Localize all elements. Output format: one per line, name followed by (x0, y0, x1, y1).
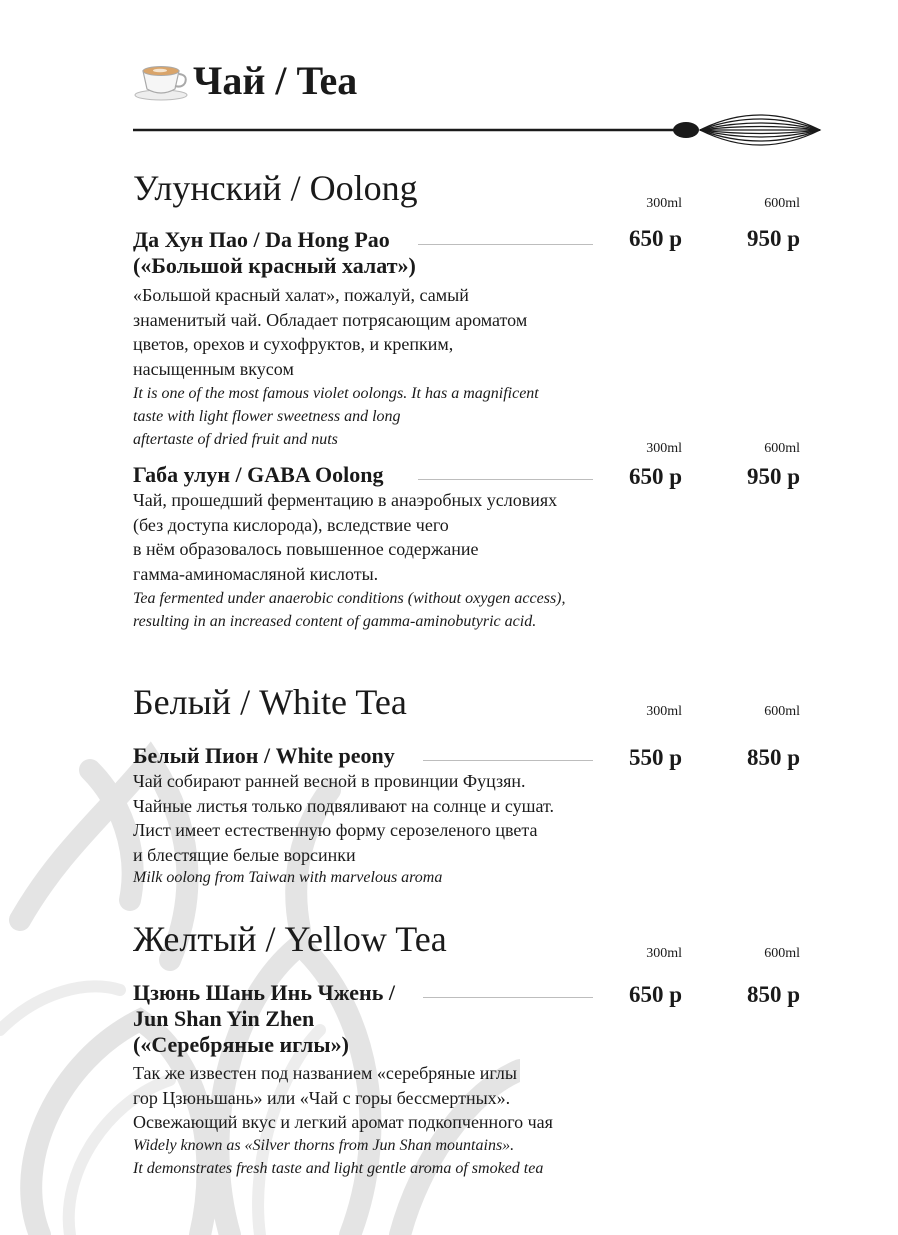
item-name: Цзюнь Шань Инь Чжень / (133, 980, 395, 1005)
item-description-ru: знаменитый чай. Обладает потрясающим ароматом (133, 309, 528, 330)
item-description-ru: и блестящие белые ворсинки (133, 844, 356, 865)
item-description-ru: гор Цзюньшань» или «Чай с горы бессмертных». (133, 1087, 511, 1108)
price-large: 850 р (746, 982, 800, 1007)
menu-item-white-peony (133, 743, 633, 890)
leader-line (423, 760, 593, 761)
item-subname: («Серебряные иглы») (133, 1032, 349, 1057)
item-description-en: Widely known as «Silver thorns from Jun Shan mountains». (133, 1136, 515, 1154)
item-description-ru: Чай, прошедший ферментацию в анаэробных условиях (133, 490, 558, 510)
page-title: Чай / Tea (193, 58, 358, 103)
item-description-ru: «Большой красный халат», пожалуй, самый (133, 285, 469, 305)
size-label-small: 300ml (646, 196, 682, 211)
price-large: 950 р (746, 464, 800, 489)
item-description-ru: насыщенным вкусом (133, 358, 294, 379)
item-description-ru: Лист имеет естественную форму серозеленого цвета (133, 820, 538, 841)
item-description-en: resulting in an increased content of gamma-aminobutyric acid. (133, 613, 537, 631)
section-title-oolong: Улунский / Oolong (133, 168, 418, 208)
menu-item-jun-shan-yin-zhen (133, 980, 633, 1180)
size-label-large: 600ml (764, 704, 800, 719)
leader-line (418, 244, 593, 245)
item-description-ru: (без доступа кислорода), вследствие чего (133, 514, 449, 535)
item-description-en: It demonstrates fresh taste and light gentle aroma of smoked tea (133, 1159, 544, 1177)
item-description-ru: Чай собирают ранней весной в провинции Фуцзян. (133, 771, 526, 791)
price-large: 950 р (746, 226, 800, 251)
item-name: Габа улун / GABA Oolong (133, 462, 384, 487)
item-description-ru: Так же известен под названием «серебряные иглы (133, 1063, 517, 1083)
price-small: 650 р (628, 464, 682, 489)
item-description-en: It is one of the most famous violet oolongs. It has a magnificent (133, 385, 539, 403)
price-small: 650 р (628, 982, 682, 1007)
item-description-ru: Чайные листья только подвяливают на солнце и сушат. (133, 795, 555, 816)
size-label-large: 600ml (764, 441, 800, 456)
item-description-en: taste with light flower sweetness and long (133, 408, 401, 426)
menu-item-gaba-oolong (133, 462, 633, 634)
item-description-ru: Освежающий вкус и легкий аромат подкопченного чая (133, 1112, 553, 1133)
size-label-small: 300ml (646, 946, 682, 961)
item-description-ru: гамма-аминомасляной кислоты. (133, 563, 379, 584)
item-description-en: Milk oolong from Taiwan with marvelous aroma (133, 869, 443, 887)
teacup-icon (133, 57, 189, 101)
size-label-small: 300ml (646, 441, 682, 456)
leader-line (423, 997, 593, 998)
item-name: Белый Пион / White peony (133, 743, 395, 768)
size-label-small: 300ml (646, 704, 682, 719)
leader-line (418, 479, 593, 480)
item-description-en: Tea fermented under anaerobic conditions (without oxygen access), (133, 590, 566, 608)
price-small: 550 р (628, 745, 682, 770)
size-label-large: 600ml (764, 196, 800, 211)
price-large: 850 р (746, 745, 800, 770)
size-label-large: 600ml (764, 946, 800, 961)
menu-item-da-hong-pao (133, 227, 633, 452)
item-description-ru: цветов, орехов и сухофруктов, и крепким, (133, 334, 454, 355)
item-description-ru: в нём образовалось повышенное содержание (133, 539, 479, 560)
section-title-yellow-tea: Желтый / Yellow Tea (133, 919, 447, 959)
item-subname: Jun Shan Yin Zhen (133, 1006, 315, 1031)
header-divider (133, 112, 823, 148)
price-small: 650 р (628, 226, 682, 251)
item-name: Да Хун Пао / Da Hong Pao (133, 227, 390, 252)
item-description-en: aftertaste of dried fruit and nuts (133, 430, 338, 448)
item-subname: («Большой красный халат») (133, 253, 416, 278)
section-title-white-tea: Белый / White Tea (133, 682, 407, 722)
